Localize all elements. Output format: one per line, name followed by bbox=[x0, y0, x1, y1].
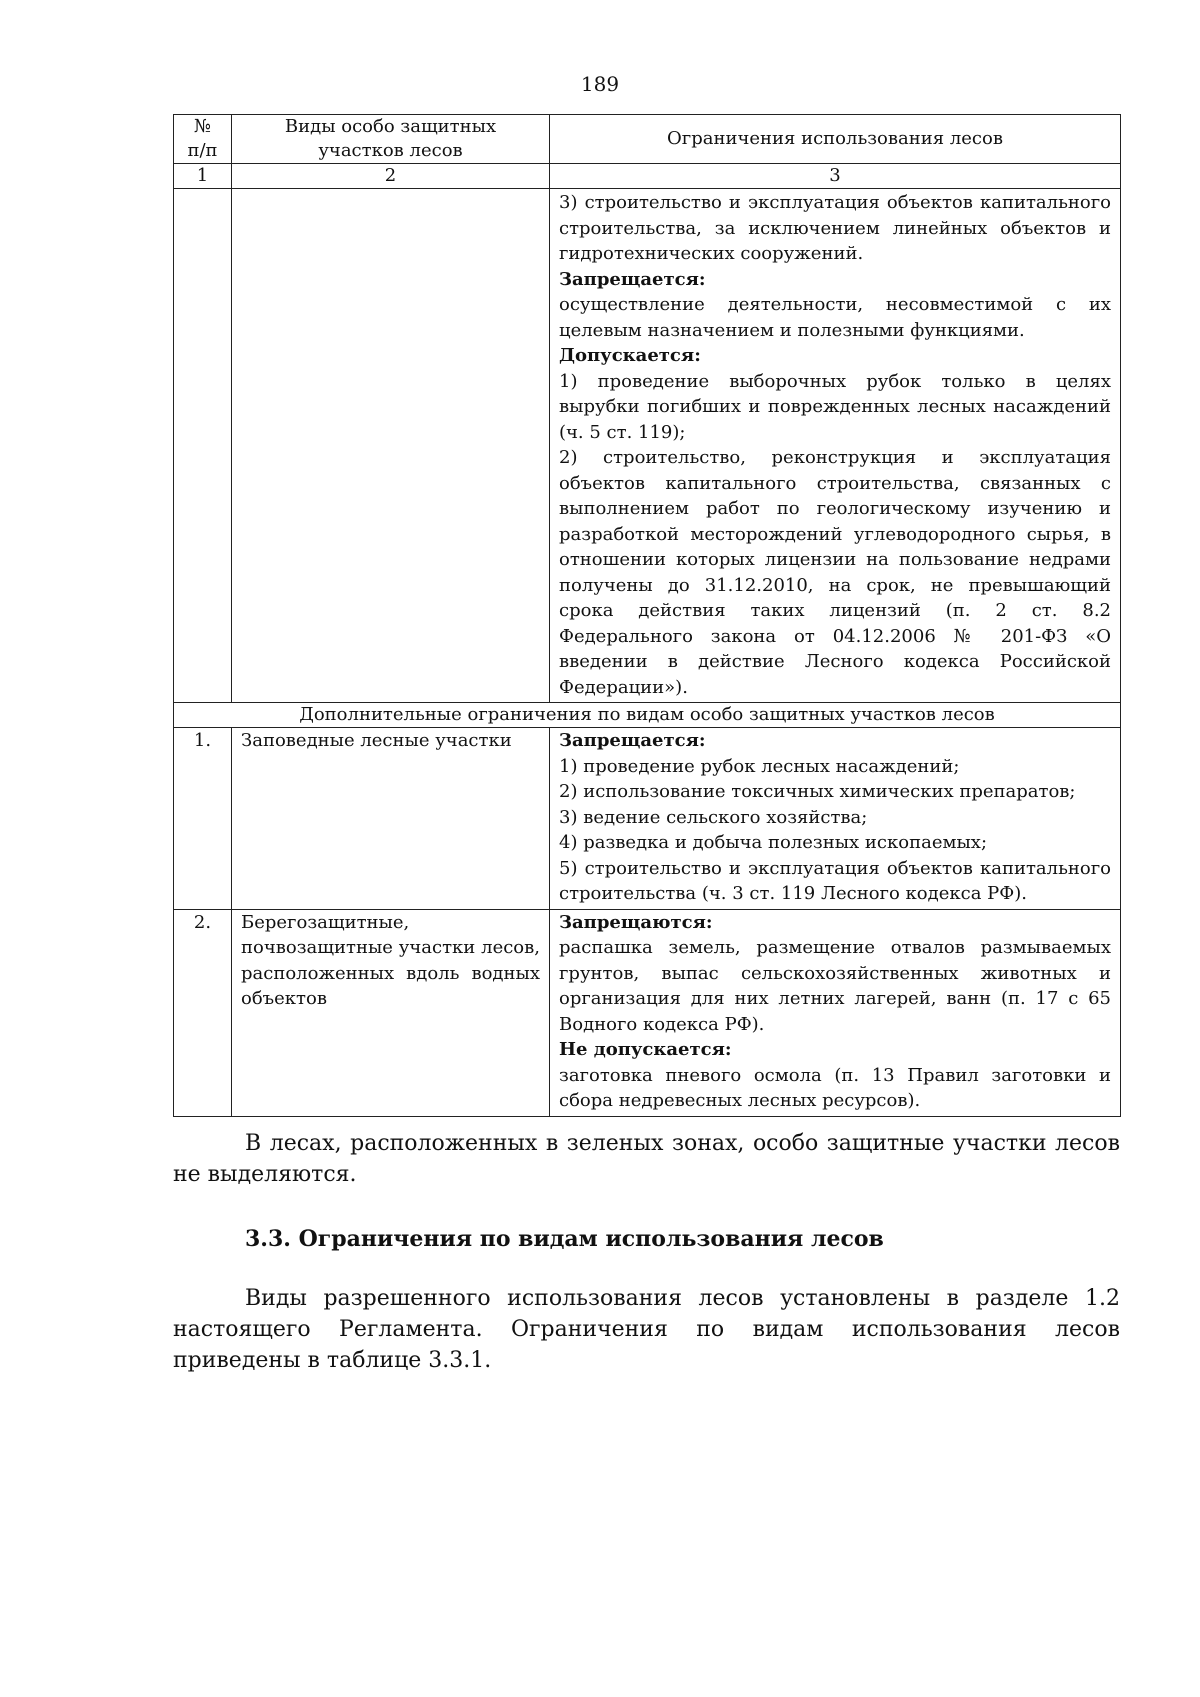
area-type-text-rest: почвозащитные участки лесов, расположенных вдоль водных объектов bbox=[241, 937, 540, 1009]
area-type-cell bbox=[232, 728, 550, 910]
area-type-cell bbox=[232, 909, 550, 1116]
header-area-type: Виды особо защитных участков лесов bbox=[232, 115, 550, 164]
header-restrictions: Ограничения использования лесов bbox=[550, 115, 1121, 164]
section-title: Дополнительные ограничения по видам особо защитных участков лесов bbox=[174, 703, 1121, 728]
restrictions-table bbox=[173, 114, 1121, 1117]
table-column-numbers-row bbox=[174, 164, 1121, 189]
list-item: 1) проведение рубок лесных насаждений; bbox=[559, 755, 960, 777]
not-allowed-text: заготовка пневого осмола (п. 13 Правил заготовки и сбора недревесных лесных ресурсов). bbox=[559, 1064, 1111, 1111]
area-type-text-line1: Берегозащитные, bbox=[241, 911, 410, 933]
paragraph-green-zones: В лесах, расположенных в зеленых зонах, особо защитные участки лесов не выделяются. bbox=[173, 1131, 1120, 1187]
forbidden-text: осуществление деятельности, несовместимой с их целевым назначением и полезными функциями. bbox=[559, 294, 1111, 341]
restrictions-cell bbox=[550, 728, 1121, 910]
restrictions-cell bbox=[550, 909, 1121, 1116]
list-item: 3) ведение сельского хозяйства; bbox=[559, 806, 868, 828]
area-type-text: Заповедные лесные участки bbox=[241, 730, 512, 751]
paragraph-usage-types: Виды разрешенного использования лесов установлены в разделе 1.2 настоящего Регламента. Ограничения по видам использования лесов приведены в таблице 3.3.1. bbox=[173, 1286, 1120, 1373]
column-number-2: 2 bbox=[232, 164, 550, 189]
forbidden-label: Запрещается: bbox=[559, 730, 706, 751]
header-number: № п/п bbox=[174, 115, 232, 164]
table-cell-empty bbox=[232, 189, 550, 703]
continuation-item-3: 3) строительство и эксплуатация объектов капитального строительства, за исключением линейных объектов и гидротехнических сооружений. bbox=[559, 192, 1111, 264]
table-row bbox=[174, 189, 1121, 703]
allowed-item-2: 2) строительство, реконструкция и эксплуатация объектов капитального строительства, связанных с выполнением работ по геологическому изучению и разработкой месторождений углеводородного сырья, в отношении которых лицензии на пользование недрами получены до 31.12.2010, на срок, не превышающий срока действия таких лицензий (п. 2 ст. 8.2 Федерального закона от 04.12.2006 № 201-ФЗ «О введении в действие Лесного кодекса Российской Федерации»). bbox=[559, 447, 1111, 698]
table-cell-empty bbox=[174, 189, 232, 703]
column-number-1: 1 bbox=[174, 164, 232, 189]
page-number: 189 bbox=[580, 72, 620, 96]
continuation-cell bbox=[550, 189, 1121, 703]
forbidden-label: Запрещаются: bbox=[559, 911, 713, 933]
allowed-label: Допускается: bbox=[559, 345, 701, 366]
row-number: 2. bbox=[174, 909, 232, 1116]
section-heading: 3.3. Ограничения по видам использования лесов bbox=[245, 1226, 884, 1252]
table-row bbox=[174, 909, 1121, 1116]
list-item: 5) строительство и эксплуатация объектов капитального строительства (ч. 3 ст. 119 Лесного кодекса РФ). bbox=[559, 857, 1111, 904]
column-number-3: 3 bbox=[550, 164, 1121, 189]
list-item: 4) разведка и добыча полезных ископаемых; bbox=[559, 832, 988, 853]
row-number: 1. bbox=[174, 728, 232, 910]
table-header-row bbox=[174, 115, 1121, 164]
table-row bbox=[174, 728, 1121, 910]
section-title-row bbox=[174, 703, 1121, 728]
list-item: 2) использование токсичных химических препаратов; bbox=[559, 781, 1076, 802]
not-allowed-label: Не допускается: bbox=[559, 1039, 732, 1060]
allowed-item-1: 1) проведение выборочных рубок только в целях вырубки погибших и поврежденных лесных насаждений (ч. 5 ст. 119); bbox=[559, 370, 1111, 443]
forbidden-label: Запрещается: bbox=[559, 268, 706, 290]
forbidden-text: распашка земель, размещение отвалов размываемых грунтов, выпас сельскохозяйственных животных и организация для них летних лагерей, ванн (п. 17 с 65 Водного кодекса РФ). bbox=[559, 937, 1111, 1035]
